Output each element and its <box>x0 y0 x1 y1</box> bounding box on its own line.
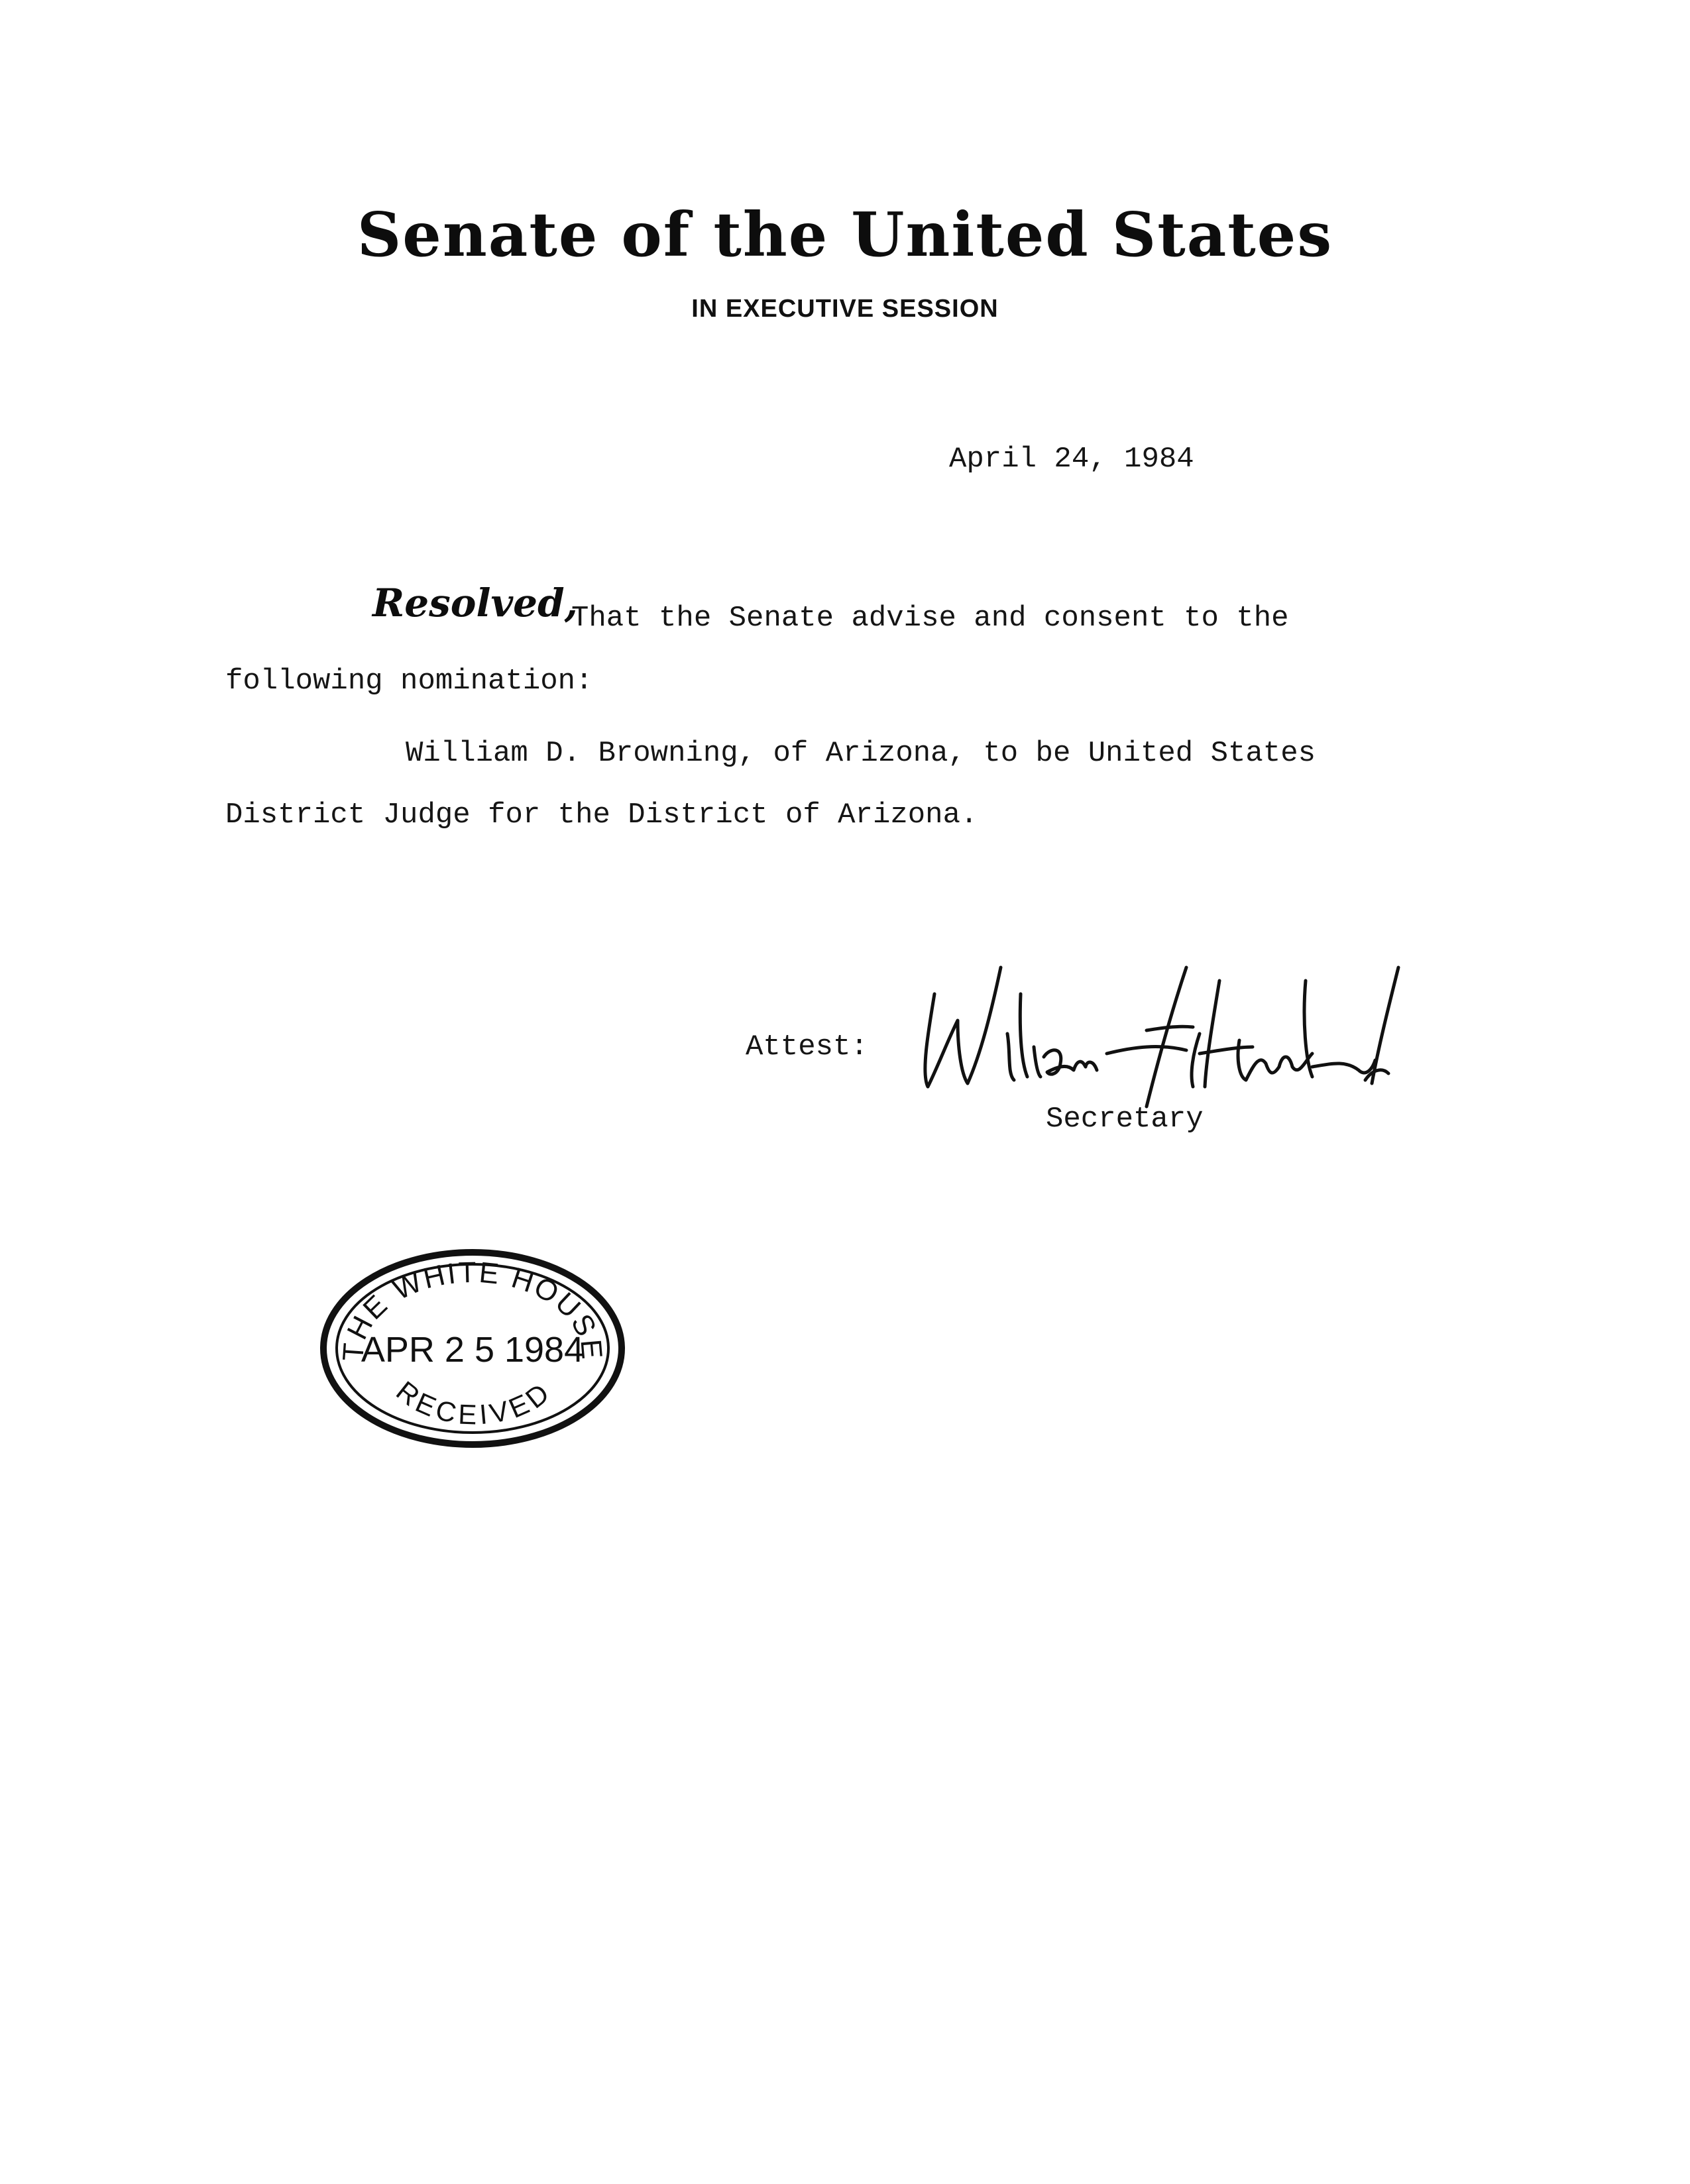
document-date: April 24, 1984 <box>949 443 1194 476</box>
resolution-line-2: following nomination: <box>225 665 593 698</box>
attest-label: Attest: <box>746 1030 868 1064</box>
resolution-line-1: That the Senate advise and consent to the <box>571 602 1289 635</box>
letterhead-title: Senate of the United States <box>357 199 1333 270</box>
letterhead-subtitle: IN EXECUTIVE SESSION <box>691 295 999 323</box>
secretary-title: Secretary <box>1046 1103 1204 1136</box>
stamp-bottom-text: RECEIVED <box>390 1375 558 1431</box>
nomination-line-1: William D. Browning, of Arizona, to be United States <box>406 737 1316 770</box>
stamp-date: APR 2 5 1984 <box>361 1330 585 1370</box>
white-house-received-stamp <box>317 1246 628 1451</box>
stamp-top-text: THE WHITE HOUSE <box>337 1256 608 1362</box>
nomination-line-2: District Judge for the District of Arizona. <box>225 798 978 832</box>
resolved-word: Resolved, <box>372 580 578 626</box>
secretary-signature <box>908 954 1425 1113</box>
